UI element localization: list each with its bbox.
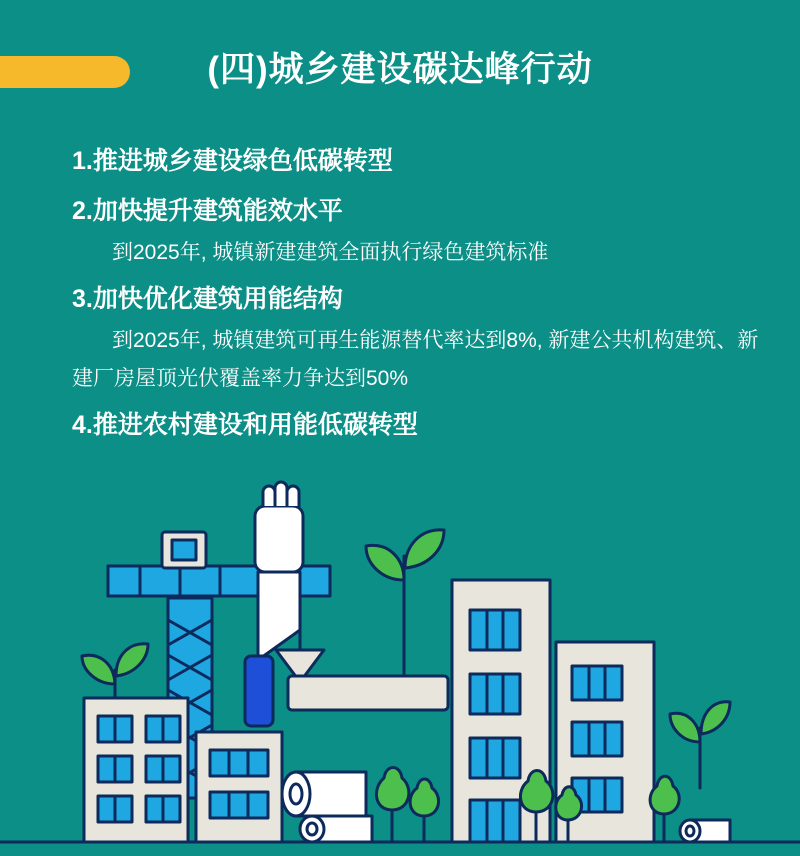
list-item [72, 402, 762, 448]
content-list [72, 138, 762, 452]
item-detail: 到2025年, 城镇新建建筑全面执行绿色建筑标准 [112, 241, 549, 264]
tree-icon [376, 768, 408, 843]
item-heading: 1.推进城乡建设绿色低碳转型 [72, 147, 393, 175]
sprout-icon [366, 530, 444, 686]
item-heading: 2.加快提升建筑能效水平 [72, 197, 343, 225]
concrete-pipes [282, 772, 372, 842]
apartment-building-left [84, 698, 188, 842]
list-item [72, 138, 762, 184]
item-detail: 到2025年, 城镇建筑可再生能源替代率达到8%, 新建公共机构建筑、新建厂房屋顶光伏覆盖率力争达到50% [72, 329, 759, 390]
concrete-beam [288, 676, 448, 710]
tree-icon [410, 779, 438, 842]
apartment-building-midleft [196, 732, 282, 842]
item-heading: 4.推进农村建设和用能低碳转型 [72, 411, 418, 439]
list-item [72, 188, 762, 272]
header [0, 0, 800, 120]
page-title: (四)城乡建设碳达峰行动 [207, 50, 593, 89]
item-heading: 3.加快优化建筑用能结构 [72, 285, 343, 313]
sprout-icon [670, 702, 730, 788]
green-city-construction-illustration [0, 470, 800, 856]
concrete-pipe-right [680, 820, 730, 842]
list-item [72, 276, 762, 398]
